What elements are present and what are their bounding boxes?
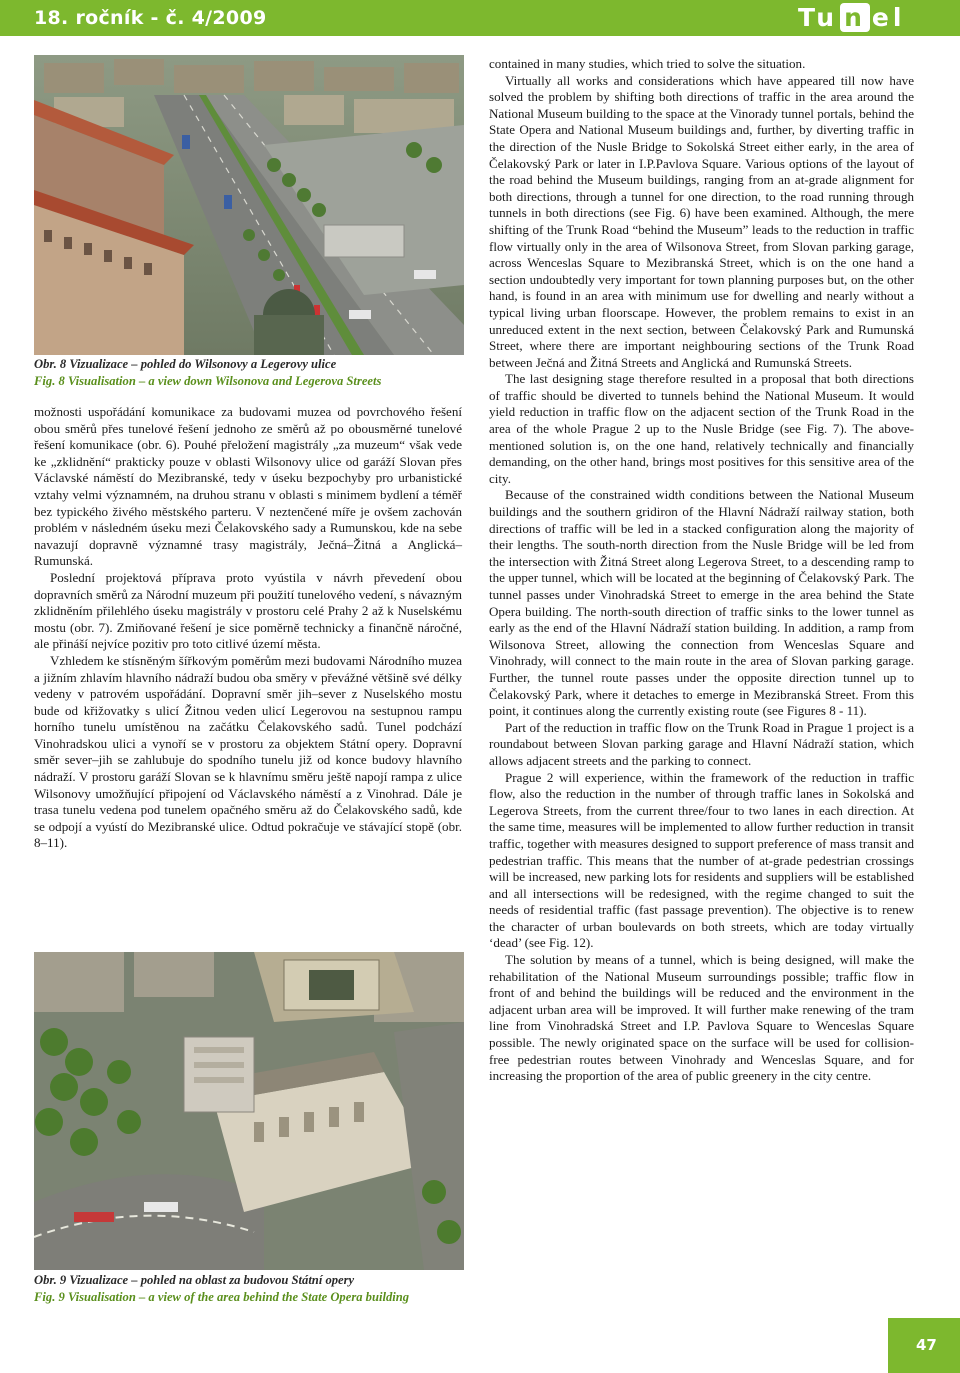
page-number-badge	[888, 1318, 960, 1373]
english-paragraph: Because of the constrained width conditions between the National Museum buildings and the southern gridiron of the Hlavní Nádraží railway station, both directions of traffic will be led in a stacked configuration along the majority of their lengths. The south-north direction from the Nusle Bridge will be led from the intersection with Žitná Street along Legerova Street, to a descending ramp to the upper tunnel, which will be located at the beginning of Čelakovský Park. The tunnel passes under Vinohradská Street to emerge in the area behind the State Opera building. The north-south direction of traffic sinks to the lower tunnel as early as the end of the Hlavní Nádraží station building. In addition, a ramp from Wilsonova Street, allowing the connection from Wenceslas Square and Vinohrady, will connect to the main route in the area of Slovan parking garage. Further, the tunnel route passes under the opposite direction tunnel up to Čelakovský Park, where it detaches to emerge in Mezibranská Street. From this point, it continues along the currently existing route (see Figures 8 - 11).	[489, 487, 914, 719]
english-paragraph: The last designing stage therefore resulted in a proposal that both directions of traffic should be diverted to tunnels behind the National Museum. It would yield reduction in traffic flow on the adjacent section of the Trunk Road in the area of the whole Prague 2 up to the Nusle Bridge (see Fig. 7). The above-mentioned solution is, on the one hand, relatively technically and financially demanding, on the other hand, brings most positives for this sensitive area of the city.	[489, 371, 914, 486]
english-column	[489, 56, 914, 1085]
czech-paragraph: Vzhledem ke stísněným šířkovým poměrům mezi budovami Národního muzea a jižním zhlavím hlavního nádraží budou oba směry v převážné většině své délky vedeny v patrovém uspořádání. Dopravní směr jih–sever z Nuselského mostu bude od křižovatky s ulicí Žitnou veden ulicí Legerovou na sestupnou rampu horního tunelu umístěnou na začátku Čelakovského sadů. Tunel podchází Vinohradskou ulici a vynoří se v prostoru za objektem Státní opery. Dopravní směr sever–jih se zahlubuje do spodního tunelu již od konce budovy hlavního nádraží. V prostoru garáží Slovan se k hlavnímu směru ještě napojí rampa z ulice Wilsonovy umožňující připojení od Václavského náměstí a z Vinohrad. Dále je trasa tunelu vedena pod tunelem opačného směru až do Čelakovského sadů, kde se odpojí a vyústí do Mezibranské ulice. Odtud pokračuje ve stávající stopě (obr. 8–11).	[34, 652, 462, 851]
header-bar	[0, 0, 960, 36]
figure-9-caption-en: Fig. 9 Visualisation – a view of the area behind the State Opera building	[34, 1289, 410, 1304]
figure-8-caption	[34, 356, 464, 389]
czech-paragraph: možnosti uspořádání komunikace za budovami muzea od povrchového řešení obou směrů přes tunelové řešení jednoho ze směrů až po obousměrné tunelové řešení komunikace (obr. 6). Pouhé přeložení magistrály „za muzeum“ však vede ke „zklidnění“ prakticky pouze v oblasti Wilsonovy ulice od garáží Slovan přes Václavské náměstí do Mezibranské, tedy v úseku bezpochyby pro urbanistické vztahy velmi významném, na druhou stranu v oblasti s minimem bydlení a téměř bez typického živého městského parteru. V neztenčené míře je ovšem zachován problém v následném úseku mezi Čelakovského sady a Rumunskou, kde na sebe navazují dopravně významné trasy magistrály, Ječná–Žitná a Anglická–Rumunská.	[34, 404, 462, 569]
czech-column	[34, 404, 462, 852]
figure-8-image	[34, 55, 464, 355]
tunel-logo: Tu n el	[798, 3, 906, 32]
figure-8-caption-cz: Obr. 8 Vizualizace – pohled do Wilsonovy a Legerovy ulice	[34, 357, 337, 371]
figure-8-caption-en: Fig. 8 Visualisation – a view down Wilsonova and Legerova Streets	[34, 373, 382, 388]
english-paragraph: contained in many studies, which tried to solve the situation.	[489, 56, 806, 71]
figure-9-caption-cz: Obr. 9 Vizualizace – pohled na oblast za budovou Státní opery	[34, 1273, 355, 1287]
page-number: 47	[916, 1336, 937, 1354]
english-paragraph: Prague 2 will experience, within the framework of the reduction in traffic flow, also the reduction in the number of through traffic lanes in Sokolská and Legerova Streets, from the current three/four to two lanes in each direction. At the same time, measures will be implemented to allow further reduction in transit traffic, together with measures designed to support preference of mass transit and pedestrian traffic. This means that the number of at-grade pedestrian crossings will be increased, new parking lots for residents and suppliers will be established and all intersections will be redesigned, with the regime changed to suit the needs of residential traffic (fast passage prevention). The objective is to renew the character of urban boulevards on both streets, which are today virtually ‘dead’ (see Fig. 12).	[489, 769, 914, 951]
issue-label: 18. ročník - č. 4/2009	[34, 7, 267, 29]
czech-paragraph: Poslední projektová příprava proto vyústila v návrh převedení obou dopravních směrů za Národní muzeum při použití tunelového vedení, s návazným zklidněním přilehlého úseku magistrály v prostoru celé Prahy 2 až k Nuselskému mostu (obr. 7). Zmiňované řešení je sice poměrně technicky a finančně náročné, ale přináší nejvíce pozitiv pro toto citlivé území města.	[34, 569, 462, 652]
figure-9-caption	[34, 1272, 464, 1305]
english-paragraph: Virtually all works and considerations which have appeared till now have solved the problem by shifting both directions of traffic in the area around the National Museum building to the space at the Vinorady tunnel portals, behind the State Opera and National Museum buildings and, further, by diverting traffic in the direction of the Nusle Bridge to Sokolská Street either early, in the area of Čelakovský Park or later in I.P.Pavlova Square. Various options of the layout of the road behind the Museum buildings, ranging from an at-grade alignment for both directions, through a tunnel for one direction, to the road running through tunnels in both directions (see Fig. 6) have been examined. Although, the mere shifting of the Trunk Road “behind the Museum” leads to the reduction in traffic flow virtually only in the area of Wilsonova Street, from Slovan parking garage, across Wenceslas Square to Mezibranská Street, which is on the one hand a section undoubtedly very important for town planning purposes but, on the other hand, is found in an area with minimum use for dwelling and nearly without a typical living urban floorscape. However, the problem remains to exist in an unreduced extent in the next section, between Čelakovský Park and Rumunská Street, where there are important neighbouring sections of the Trunk Road between Ječná and Žitná Streets and Anglická and Rumunská Streets.	[489, 72, 914, 370]
english-paragraph: Part of the reduction in traffic flow on the Trunk Road in Prague 1 project is a roundabout between Slovan parking garage and Hlavní Nádraží station, which allows adjacent streets and the parking to connect.	[489, 719, 914, 768]
english-paragraph: The solution by means of a tunnel, which is being designed, will make the rehabilitation of the National Museum surroundings possible; traffic flow in front of and behind the buildings will be reduced and the environment in the adjacent urban area will be improved. It will further make renewing of the tram line from Vinohradská Street and I.P. Pavlova Square to Wenceslas Square possible. The newly originated space on the surface will be used for collision-free pedestrian routes between Vinohrady and Wenceslas Square, and for increasing the proportion of the area of public greenery in the city centre.	[489, 952, 914, 1084]
figure-9-image	[34, 952, 464, 1270]
